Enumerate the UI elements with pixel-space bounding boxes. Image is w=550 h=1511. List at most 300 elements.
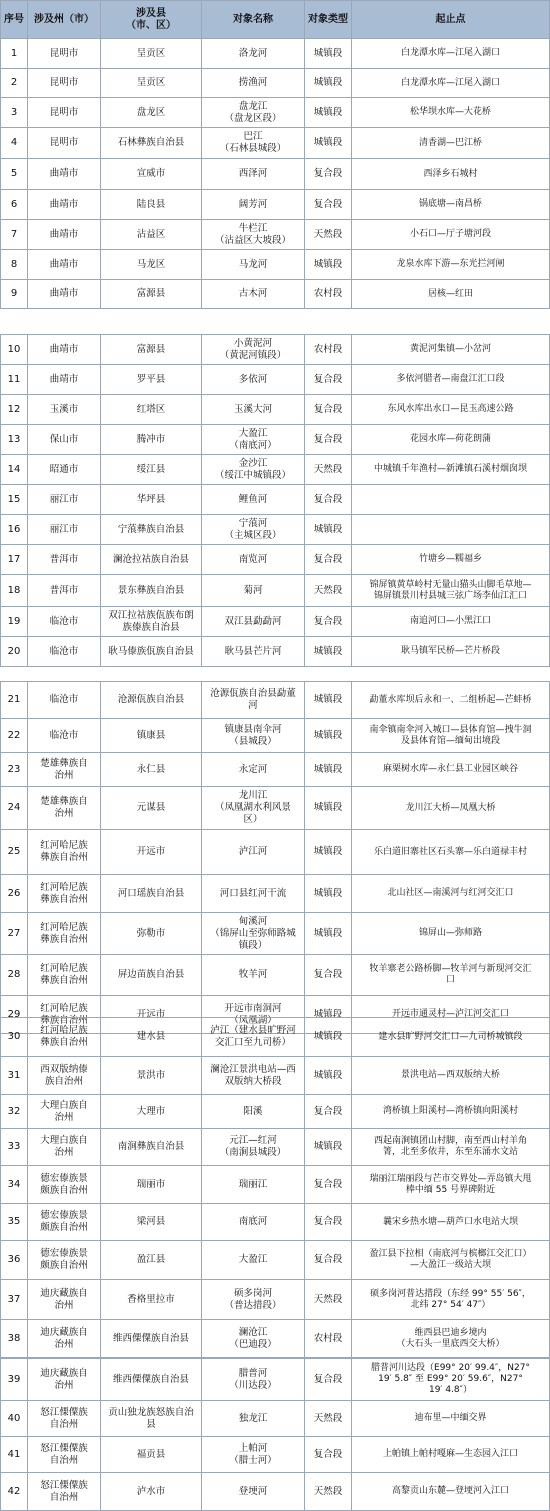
range-cell: 锦屏山—弥师路 <box>352 913 550 955</box>
column-header: 序号 <box>1 1 28 39</box>
object-name-cell: 小黄泥河 （黄泥河镇段） <box>202 335 305 365</box>
range-cell: 竹塘乡—糯福乡 <box>352 545 550 575</box>
row-number: 40 <box>1 1401 28 1437</box>
prefecture-cell: 红河哈尼族 彝族自治州 <box>28 1018 101 1057</box>
table-row <box>1 875 550 913</box>
table-row <box>1 1241 550 1280</box>
object-type-cell: 复合段 <box>305 1166 352 1204</box>
table-row <box>1 280 550 309</box>
range-cell: 花园水库—荷花朗蒲 <box>352 425 550 455</box>
prefecture-cell: 临沧市 <box>28 682 101 719</box>
object-name-cell: 马龙河 <box>202 250 305 280</box>
object-name-cell: 甸溪河 （锦屏山至弥师路城 镇段） <box>202 913 305 955</box>
county-cell: 福贡县 <box>101 1437 202 1473</box>
prefecture-cell: 曲靖市 <box>28 159 101 190</box>
object-type-cell: 天然段 <box>305 455 352 485</box>
table-row <box>1 159 550 190</box>
county-cell: 镇康县 <box>101 719 202 753</box>
table-section-1 <box>0 0 550 309</box>
range-cell <box>352 485 550 515</box>
county-cell: 贡山独龙族怒族自治 县 <box>101 1401 202 1437</box>
object-type-cell: 城镇段 <box>305 39 352 69</box>
row-number: 31 <box>1 1057 28 1095</box>
table-row <box>1 395 550 425</box>
river-table <box>0 0 550 309</box>
table-row <box>1 220 550 250</box>
object-name-cell: 上帕河 （腊士河） <box>202 1437 305 1473</box>
row-number: 28 <box>1 955 28 996</box>
row-number: 18 <box>1 575 28 607</box>
object-name-cell: 澜沧江 （巴迪段） <box>202 1320 305 1358</box>
county-cell: 石林彝族自治县 <box>101 128 202 159</box>
county-cell: 马龙区 <box>101 250 202 280</box>
object-type-cell: 城镇段 <box>305 128 352 159</box>
prefecture-cell: 曲靖市 <box>28 250 101 280</box>
county-cell: 陆良县 <box>101 190 202 220</box>
table-row <box>1 335 550 365</box>
row-number: 16 <box>1 515 28 545</box>
row-number: 37 <box>1 1280 28 1320</box>
river-table <box>0 334 550 667</box>
prefecture-cell: 大理白族自 治州 <box>28 1095 101 1129</box>
table-row <box>1 1473 550 1511</box>
object-name-cell: 西泽河 <box>202 159 305 190</box>
table-row <box>1 190 550 220</box>
prefecture-cell: 曲靖市 <box>28 280 101 309</box>
object-name-cell: 开远市南洞河 （凤凰湖） <box>202 996 305 1034</box>
object-type-cell: 复合段 <box>305 607 352 637</box>
row-number: 42 <box>1 1473 28 1511</box>
prefecture-cell: 德宏傣族景 颇族自治州 <box>28 1204 101 1241</box>
range-cell: 西泽乡石城村 <box>352 159 550 190</box>
county-cell: 永仁县 <box>101 753 202 787</box>
range-cell: 锦屏镇黄草岭村无量山猫头山脚毛草地— 锦屏镇景川村县城三弦广场李仙江汇口 <box>352 575 550 607</box>
object-name-cell: 永定河 <box>202 753 305 787</box>
range-cell: 西起南涧镇团山村脚，南至西山村羊角 箐，北至多依井，东至东涌水文站 <box>352 1129 550 1166</box>
object-name-cell: 巴江 （石林县城段） <box>202 128 305 159</box>
row-number: 3 <box>1 98 28 128</box>
object-name-cell: 龙川江 （凤凰湖水利风景 区） <box>202 787 305 830</box>
prefecture-cell: 德宏傣族景 颇族自治州 <box>28 1241 101 1280</box>
county-cell: 河口瑶族自治县 <box>101 875 202 913</box>
object-name-cell: 泸江（建水县旷野河 交汇口至九司桥） <box>202 1018 305 1057</box>
object-name-cell: 玉溪大河 <box>202 395 305 425</box>
object-type-cell: 复合段 <box>305 955 352 996</box>
table-row <box>1 1401 550 1437</box>
object-type-cell: 农村段 <box>305 335 352 365</box>
prefecture-cell: 德宏傣族景 颇族自治州 <box>28 1166 101 1204</box>
county-cell: 大理市 <box>101 1095 202 1129</box>
row-number: 5 <box>1 159 28 190</box>
range-cell: 勐董水库坝后永和一、二组桥起—芒蚌桥 <box>352 682 550 719</box>
prefecture-cell: 大理白族自 治州 <box>28 1129 101 1166</box>
table-row <box>1 455 550 485</box>
range-cell: 盈江县下拉相（南底河与槟榔江交汇口） —大盈江一级站大坝 <box>352 1241 550 1280</box>
range-cell: 上帕镇上帕村嘎麻—生态园入江口 <box>352 1437 550 1473</box>
table-row <box>1 913 550 955</box>
table-row <box>1 1129 550 1166</box>
prefecture-cell: 临沧市 <box>28 637 101 667</box>
object-type-cell: 复合段 <box>305 1437 352 1473</box>
range-cell: 迪布里—中缅交界 <box>352 1401 550 1437</box>
object-name-cell: 捞渔河 <box>202 69 305 98</box>
prefecture-cell: 怒江傈僳族 自治州 <box>28 1437 101 1473</box>
object-type-cell: 城镇段 <box>305 1129 352 1166</box>
row-number: 14 <box>1 455 28 485</box>
prefecture-cell: 迪庆藏族自 治州 <box>28 1320 101 1358</box>
range-cell: 白龙潭水库—江尾入湖口 <box>352 39 550 69</box>
table-row <box>1 1166 550 1204</box>
range-cell: 居核—红田 <box>352 280 550 309</box>
column-header: 起止点 <box>352 1 550 39</box>
county-cell: 南涧彝族自治县 <box>101 1129 202 1166</box>
table-row <box>1 128 550 159</box>
object-name-cell: 登埂河 <box>202 1473 305 1511</box>
range-cell: 南追河口—小黑江口 <box>352 607 550 637</box>
column-header: 涉及县 （市、区） <box>101 1 202 39</box>
table-section-3 <box>0 681 550 1034</box>
row-number: 25 <box>1 830 28 875</box>
county-cell: 红塔区 <box>101 395 202 425</box>
object-type-cell: 城镇段 <box>305 913 352 955</box>
county-cell: 呈贡区 <box>101 69 202 98</box>
county-cell: 瑞丽市 <box>101 1166 202 1204</box>
object-name-cell: 金沙江 （绥江中城镇段） <box>202 455 305 485</box>
range-cell: 锅底塘—南昌桥 <box>352 190 550 220</box>
range-cell: 开远市通灵村—泸江河交汇口 <box>352 996 550 1034</box>
row-number: 38 <box>1 1320 28 1358</box>
prefecture-cell: 昭通市 <box>28 455 101 485</box>
range-cell: 瑞丽江瑞丽段与芒市交界处—弄岛镇大甩 棒中缅 55 号界碑附近 <box>352 1166 550 1204</box>
table-row <box>1 1057 550 1095</box>
row-number: 6 <box>1 190 28 220</box>
row-number: 32 <box>1 1095 28 1129</box>
table-row <box>1 1204 550 1241</box>
prefecture-cell: 昆明市 <box>28 128 101 159</box>
range-cell: 腊普河川达段（E99° 20′ 99.4″，N27° 19′ 5.8″ 至 E99° 20′ 59.6″，N27° 19′ 4.8″） <box>352 1359 550 1401</box>
county-cell: 澜沧拉祜族自治县 <box>101 545 202 575</box>
row-number: 19 <box>1 607 28 637</box>
range-cell: 硕多岗河普达措段（东经 99° 55′ 56″， 北纬 27° 54′ 47″） <box>352 1280 550 1320</box>
prefecture-cell: 曲靖市 <box>28 220 101 250</box>
prefecture-cell: 昆明市 <box>28 69 101 98</box>
county-cell: 梁河县 <box>101 1204 202 1241</box>
county-cell: 沾益区 <box>101 220 202 250</box>
object-type-cell: 复合段 <box>305 1095 352 1129</box>
object-name-cell: 牧羊河 <box>202 955 305 996</box>
range-cell: 小石口—厅子塘河段 <box>352 220 550 250</box>
county-cell: 开远市 <box>101 830 202 875</box>
table-row <box>1 39 550 69</box>
county-cell: 元谋县 <box>101 787 202 830</box>
table-row <box>1 955 550 996</box>
range-cell: 清香湖—巴江桥 <box>352 128 550 159</box>
row-number: 24 <box>1 787 28 830</box>
object-type-cell: 城镇段 <box>305 753 352 787</box>
range-cell: 龙泉水库下游—东光拦河闸 <box>352 250 550 280</box>
table-section-2 <box>0 334 550 667</box>
county-cell: 维西傈僳族自治县 <box>101 1320 202 1358</box>
table-row <box>1 98 550 128</box>
prefecture-cell: 红河哈尼族 彝族自治州 <box>28 996 101 1034</box>
object-type-cell: 城镇段 <box>305 830 352 875</box>
table-row <box>1 1280 550 1320</box>
county-cell: 富源县 <box>101 335 202 365</box>
object-name-cell: 耿马县芒片河 <box>202 637 305 667</box>
row-number: 30 <box>1 1018 28 1057</box>
county-cell: 宁蒗彝族自治县 <box>101 515 202 545</box>
table-row <box>1 753 550 787</box>
column-header: 对象类型 <box>305 1 352 39</box>
table-section-5 <box>0 1358 550 1511</box>
object-name-cell: 洛龙河 <box>202 39 305 69</box>
object-name-cell: 鲤鱼河 <box>202 485 305 515</box>
object-type-cell: 复合段 <box>305 545 352 575</box>
object-name-cell: 镇康县南伞河 （县城段） <box>202 719 305 753</box>
prefecture-cell: 怒江傈僳族 自治州 <box>28 1401 101 1437</box>
object-type-cell: 城镇段 <box>305 69 352 98</box>
table-row <box>1 1095 550 1129</box>
table-header-row <box>1 1 550 39</box>
column-header: 涉及州（市） <box>28 1 101 39</box>
county-cell: 宣威市 <box>101 159 202 190</box>
prefecture-cell: 丽江市 <box>28 485 101 515</box>
row-number: 20 <box>1 637 28 667</box>
range-cell: 耿马镇军民桥—芒片桥段 <box>352 637 550 667</box>
object-type-cell: 天然段 <box>305 1280 352 1320</box>
county-cell: 沧源佤族自治县 <box>101 682 202 719</box>
table-row <box>1 719 550 753</box>
object-type-cell: 城镇段 <box>305 250 352 280</box>
county-cell: 香格里拉市 <box>101 1280 202 1320</box>
range-cell: 东风水库出水口—昆玉高速公路 <box>352 395 550 425</box>
prefecture-cell: 楚雄彝族自 治州 <box>28 753 101 787</box>
county-cell: 腾冲市 <box>101 425 202 455</box>
range-cell: 南伞镇南伞河入城口—县体育馆—拽牛洞 及县体育馆—缅甸出境段 <box>352 719 550 753</box>
river-table <box>0 1358 550 1511</box>
object-name-cell: 多依河 <box>202 365 305 395</box>
table-row <box>1 250 550 280</box>
row-number: 21 <box>1 682 28 719</box>
county-cell: 盘龙区 <box>101 98 202 128</box>
object-type-cell: 天然段 <box>305 575 352 607</box>
object-type-cell: 城镇段 <box>305 1057 352 1095</box>
object-type-cell: 农村段 <box>305 1320 352 1358</box>
table-row <box>1 545 550 575</box>
table-row <box>1 69 550 98</box>
table-row <box>1 1018 550 1057</box>
row-number: 1 <box>1 39 28 69</box>
object-type-cell: 复合段 <box>305 1241 352 1280</box>
table-row <box>1 365 550 395</box>
object-type-cell: 天然段 <box>305 1401 352 1437</box>
county-cell: 泸水市 <box>101 1473 202 1511</box>
county-cell: 屏边苗族自治县 <box>101 955 202 996</box>
object-name-cell: 古木河 <box>202 280 305 309</box>
prefecture-cell: 玉溪市 <box>28 395 101 425</box>
object-name-cell: 独龙江 <box>202 1401 305 1437</box>
table-row <box>1 425 550 455</box>
table-row <box>1 787 550 830</box>
object-type-cell: 城镇段 <box>305 719 352 753</box>
prefecture-cell: 红河哈尼族 彝族自治州 <box>28 913 101 955</box>
county-cell: 绥江县 <box>101 455 202 485</box>
table-row <box>1 607 550 637</box>
object-name-cell: 河口县红河干流 <box>202 875 305 913</box>
row-number: 15 <box>1 485 28 515</box>
object-type-cell: 天然段 <box>305 220 352 250</box>
table-row <box>1 1320 550 1358</box>
county-cell: 华坪县 <box>101 485 202 515</box>
county-cell: 开远市 <box>101 996 202 1034</box>
prefecture-cell: 保山市 <box>28 425 101 455</box>
prefecture-cell: 曲靖市 <box>28 365 101 395</box>
table-row <box>1 1437 550 1473</box>
object-name-cell: 泸江河 <box>202 830 305 875</box>
row-number: 12 <box>1 395 28 425</box>
column-header: 对象名称 <box>202 1 305 39</box>
row-number: 10 <box>1 335 28 365</box>
table-row <box>1 515 550 545</box>
range-cell: 曩宋乡热水塘—葫芦口水电站大坝 <box>352 1204 550 1241</box>
range-cell: 白龙潭水库—江尾入湖口 <box>352 69 550 98</box>
row-number: 39 <box>1 1359 28 1401</box>
row-number: 23 <box>1 753 28 787</box>
range-cell: 龙川江大桥—凤凰大桥 <box>352 787 550 830</box>
prefecture-cell: 西双版纳傣 族自治州 <box>28 1057 101 1095</box>
object-name-cell: 瑞丽江 <box>202 1166 305 1204</box>
county-cell: 景洪市 <box>101 1057 202 1095</box>
row-number: 41 <box>1 1437 28 1473</box>
row-number: 2 <box>1 69 28 98</box>
range-cell: 松华坝水库—大花桥 <box>352 98 550 128</box>
object-type-cell: 城镇段 <box>305 787 352 830</box>
object-type-cell: 城镇段 <box>305 682 352 719</box>
object-name-cell: 牛栏江 （沾益区大坡段） <box>202 220 305 250</box>
prefecture-cell: 昆明市 <box>28 39 101 69</box>
object-type-cell: 城镇段 <box>305 515 352 545</box>
row-number: 36 <box>1 1241 28 1280</box>
object-name-cell: 盘龙江 （盘龙区段） <box>202 98 305 128</box>
prefecture-cell: 红河哈尼族 彝族自治州 <box>28 830 101 875</box>
county-cell: 弥勒市 <box>101 913 202 955</box>
prefecture-cell: 迪庆藏族自 治州 <box>28 1280 101 1320</box>
range-cell: 北山社区—南溪河与红河交汇口 <box>352 875 550 913</box>
object-name-cell: 阳溪 <box>202 1095 305 1129</box>
object-type-cell: 城镇段 <box>305 996 352 1034</box>
object-type-cell: 复合段 <box>305 395 352 425</box>
prefecture-cell: 红河哈尼族 彝族自治州 <box>28 875 101 913</box>
row-number: 35 <box>1 1204 28 1241</box>
range-cell: 乐白道旧寨社区石头寨—乐白道禄丰村 <box>352 830 550 875</box>
range-cell: 高黎贡山东麓—登埂河入江口 <box>352 1473 550 1511</box>
object-name-cell: 双江县勐勐河 <box>202 607 305 637</box>
prefecture-cell: 曲靖市 <box>28 190 101 220</box>
prefecture-cell: 楚雄彝族自 治州 <box>28 787 101 830</box>
object-type-cell: 城镇段 <box>305 1018 352 1057</box>
object-type-cell: 城镇段 <box>305 98 352 128</box>
object-name-cell: 大盈江 <box>202 1241 305 1280</box>
prefecture-cell: 普洱市 <box>28 575 101 607</box>
range-cell: 景洪电站—西双版纳大桥 <box>352 1057 550 1095</box>
range-cell: 中城镇千年渔村—新滩镇石溪村烟囱坝 <box>352 455 550 485</box>
object-type-cell: 复合段 <box>305 190 352 220</box>
table-row <box>1 485 550 515</box>
table-row <box>1 682 550 719</box>
prefecture-cell: 昆明市 <box>28 98 101 128</box>
row-number: 29 <box>1 996 28 1034</box>
prefecture-cell: 临沧市 <box>28 607 101 637</box>
object-type-cell: 复合段 <box>305 425 352 455</box>
county-cell: 耿马傣族佤族自治县 <box>101 637 202 667</box>
table-row <box>1 575 550 607</box>
object-name-cell: 宁蒗河 （主城区段） <box>202 515 305 545</box>
object-type-cell: 城镇段 <box>305 637 352 667</box>
prefecture-cell: 怒江傈僳族 自治州 <box>28 1473 101 1511</box>
object-name-cell: 硕多岗河 （普达措段） <box>202 1280 305 1320</box>
row-number: 13 <box>1 425 28 455</box>
object-type-cell: 天然段 <box>305 1473 352 1511</box>
table-row <box>1 637 550 667</box>
prefecture-cell: 临沧市 <box>28 719 101 753</box>
row-number: 11 <box>1 365 28 395</box>
object-name-cell: 南底河 <box>202 1204 305 1241</box>
prefecture-cell: 丽江市 <box>28 515 101 545</box>
object-type-cell: 复合段 <box>305 1359 352 1401</box>
range-cell <box>352 515 550 545</box>
row-number: 33 <box>1 1129 28 1166</box>
county-cell: 建水县 <box>101 1018 202 1057</box>
object-name-cell: 澜沧江景洪电站—西 双版纳大桥段 <box>202 1057 305 1095</box>
county-cell: 双江拉祜族佤族布朗 族傣族自治县 <box>101 607 202 637</box>
object-type-cell: 城镇段 <box>305 875 352 913</box>
row-number: 4 <box>1 128 28 159</box>
range-cell: 湾桥镇上阳溪村—湾桥镇向阳溪村 <box>352 1095 550 1129</box>
county-cell: 呈贡区 <box>101 39 202 69</box>
row-number: 34 <box>1 1166 28 1204</box>
object-name-cell: 阔芳河 <box>202 190 305 220</box>
object-type-cell: 农村段 <box>305 280 352 309</box>
table-section-4 <box>0 1017 550 1358</box>
row-number: 26 <box>1 875 28 913</box>
row-number: 9 <box>1 280 28 309</box>
row-number: 7 <box>1 220 28 250</box>
object-type-cell: 复合段 <box>305 159 352 190</box>
river-table <box>0 681 550 1034</box>
range-cell: 多依河腊者—南盘江汇口段 <box>352 365 550 395</box>
object-type-cell: 复合段 <box>305 1204 352 1241</box>
row-number: 22 <box>1 719 28 753</box>
county-cell: 维西傈僳族自治县 <box>101 1359 202 1401</box>
row-number: 27 <box>1 913 28 955</box>
prefecture-cell: 曲靖市 <box>28 335 101 365</box>
range-cell: 维西县巴迪乡境内 （大石头一里底西交大桥） <box>352 1320 550 1358</box>
range-cell: 黄泥河集镇—小岔河 <box>352 335 550 365</box>
county-cell: 富源县 <box>101 280 202 309</box>
range-cell: 牧羊寨老公路桥脚—牧羊河与新现河交汇 口 <box>352 955 550 996</box>
range-cell: 麻栗树水库—永仁县工业园区峡谷 <box>352 753 550 787</box>
river-table <box>0 1017 550 1358</box>
object-type-cell: 复合段 <box>305 485 352 515</box>
object-name-cell: 元江—红河 （南涧县城段） <box>202 1129 305 1166</box>
object-name-cell: 菊河 <box>202 575 305 607</box>
object-name-cell: 沧源佤族自治县勐董 河 <box>202 682 305 719</box>
object-name-cell: 腊普河 （川达段） <box>202 1359 305 1401</box>
table-row <box>1 830 550 875</box>
table-row <box>1 1359 550 1401</box>
row-number: 8 <box>1 250 28 280</box>
object-type-cell: 复合段 <box>305 365 352 395</box>
